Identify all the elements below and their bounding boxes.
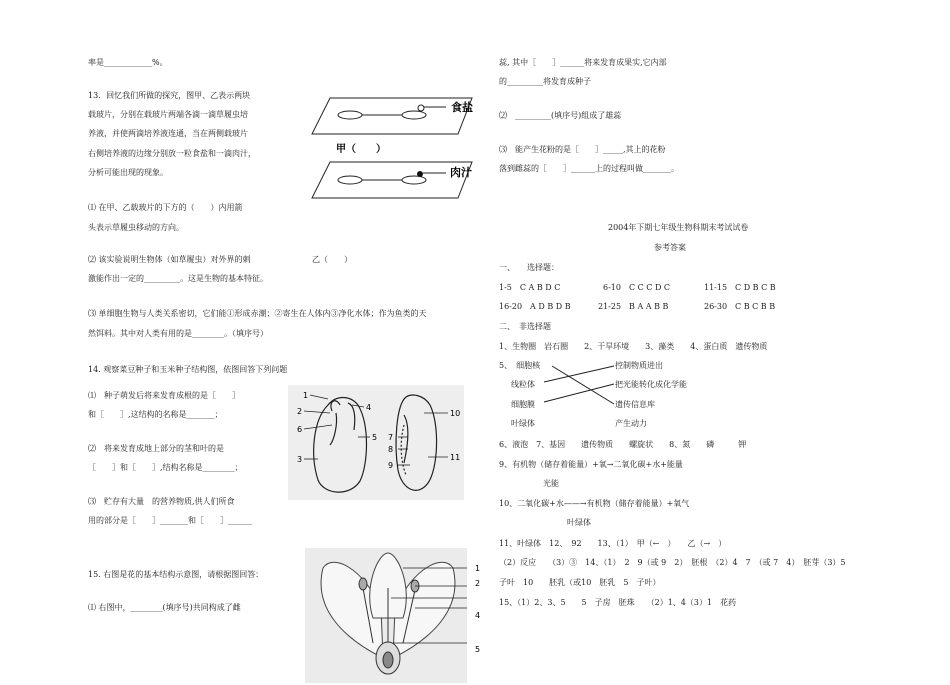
- salt-label: 食盐: [451, 101, 473, 114]
- q13-line-4: 右侧培养液的边缘分别放一粒食盐和一滴肉汁，: [88, 149, 256, 158]
- match-left-3: 细胞膜: [511, 400, 535, 409]
- q13-line-5: 分析可能出现的现象。: [88, 168, 168, 177]
- match-right-3: 遗传信息库: [615, 400, 655, 409]
- fill-blank-line: 率是____________%。: [88, 58, 168, 67]
- bean-seed: [314, 398, 367, 493]
- slide-jia: [312, 98, 472, 134]
- q13c-line-2: 然饵料。其中对人类有用的是________。（填序号）: [88, 329, 268, 338]
- q13a-line-1: ⑴ 在甲、乙载玻片的下方的（ ）内用箭: [88, 203, 243, 212]
- answer-9: 9、有机物（储存着能量）+氧→二氧化碳+水+能量: [499, 460, 683, 469]
- seed-label-7: 7: [388, 433, 394, 442]
- seed-label-2: 2: [297, 407, 303, 416]
- answer-10-chlorophyll: 叶绿体: [567, 518, 591, 527]
- yi-caption: 乙（ ）: [312, 255, 352, 264]
- q15a-line: ⑴ 右图中，________(填序号)共同构成了雌: [88, 603, 241, 612]
- seed-label-4: 4: [366, 403, 372, 412]
- flower-label-5: 5: [475, 645, 481, 654]
- seed-label-10: 10: [450, 409, 461, 418]
- flower-figure: [303, 548, 483, 683]
- match-right-4: 产生动力: [615, 419, 647, 428]
- q14c-line-1: ⑶ 贮存有大量 的营养物质,供人们所食: [88, 497, 235, 506]
- q13a-line-2: 头表示草履虫移动的方向。: [88, 223, 184, 232]
- match-right-2: 把光能转化成化学能: [615, 380, 687, 389]
- r-line-1: 蕊, 其中［ ］______将来发育成果实,它内部: [499, 58, 667, 67]
- q13-line-3: 养液，并使两滴培养液连通，当在两侧载玻片: [88, 129, 248, 138]
- answer-14-cont: 子叶 10 胚乳（或10 胚乳 5 子叶）: [499, 578, 661, 587]
- jia-label: 甲（ ）: [336, 144, 386, 155]
- seed-label-6: 6: [297, 425, 303, 434]
- match-right-1: 控制物质进出: [615, 361, 663, 370]
- seed-label-8: 8: [388, 445, 394, 454]
- q14a-line-2: 和［ ］,这结构的名称是_______；: [88, 410, 223, 419]
- r-line-5: 落到雌蕊的［ ］______上的过程叫做_______。: [499, 164, 679, 173]
- q13b-line-2: 激能作出一定的_________。这是生物的基本特征。: [88, 274, 268, 283]
- seed-label-3: 3: [297, 455, 303, 464]
- mc-16-20: 16-20 A D B D B: [499, 302, 571, 311]
- broth-label: 肉汁: [450, 166, 472, 179]
- slide-yi: [312, 162, 472, 198]
- mc-21-25: 21-25 B A A B B: [598, 302, 669, 311]
- seed-label-1: 1: [303, 391, 309, 400]
- corn-seed: [396, 395, 437, 490]
- answer-9-light: 光能: [543, 479, 559, 488]
- seed-figure: [288, 385, 464, 500]
- q14a-line-1: ⑴ 种子萌发后将来发育成根的是［ ］: [88, 391, 240, 400]
- match-left-2: 线粒体: [511, 380, 535, 389]
- mc-26-30: 26-30 C B C B B: [704, 302, 776, 311]
- seed-label-9: 9: [388, 461, 394, 470]
- q13b-line-1: ⑵ 该实验说明生物体（如草履虫）对外界的刺: [88, 255, 251, 264]
- match-left-4: 叶绿体: [511, 419, 535, 428]
- section-2-heading: 二、 非选择题: [499, 322, 551, 331]
- q13-line-1: 13．回忆我们所做的探究，图甲、乙表示两块: [88, 91, 251, 100]
- answer-11-13: 11、叶绿体 12、 92 13、（1） 甲（← ） 乙（→ ）: [499, 539, 727, 548]
- q13c-line-1: ⑶ 单细胞生物与人类关系密切，它们能①形成赤潮；②寄生在人体内③净化水体；作为鱼类的天: [88, 309, 427, 318]
- flower-label-2: 2: [475, 579, 481, 588]
- flower-label-1: 1: [475, 564, 481, 573]
- answer-13-14: （2）反应 （3）③ 14、（1） 2 9（或 9 2） 胚根 （2）4 7 （或 7 4） 胚芽（3）5: [499, 558, 846, 567]
- section-1-heading: 一、 选择题：: [499, 263, 559, 272]
- answer-1-4: 1、生物圈 岩石圈 2、干旱环境 3、藻类 4、蛋白质 遗传物质: [499, 342, 768, 351]
- match-left-1: 5、 细胞核: [499, 361, 541, 370]
- answer-15: 15、（1）2、3、5 5 子房 胚珠 （2）1、4（3）1 花药: [499, 598, 737, 607]
- r-line-2: 的_________将发育成种子: [499, 77, 591, 86]
- answer-subtitle: 参考答案: [654, 243, 686, 252]
- answer-10: 10、二氧化碳+水——→有机物（储存着能量）+氧气: [499, 499, 690, 508]
- q14b-line-1: ⑵ 将来发育成地上部分的茎和叶的是: [88, 444, 224, 453]
- mc-1-5: 1-5 C A B D C: [499, 283, 561, 292]
- mc-11-15: 11-15 C D B C B: [704, 283, 776, 292]
- flower-label-4: 4: [475, 611, 481, 620]
- answer-6-8: 6、液泡 7、基因 遗传物质 螺旋状 8、氮 磷 钾: [499, 440, 747, 449]
- q15-title: 15. 右图是花的基本结构示意图，请根据图回答：: [88, 570, 264, 579]
- q14b-line-2: ［ ］和［ ］,结构名称是________；: [88, 463, 243, 472]
- seed-label-11: 11: [450, 453, 461, 462]
- r-line-3: ⑵ _________(填序号)组成了雄蕊: [499, 111, 622, 120]
- matching-lines: [540, 360, 620, 420]
- mc-6-10: 6-10 C C C D C: [603, 283, 671, 292]
- q14-title: 14. 观察菜豆种子和玉米种子结构图，依图回答下列问题: [88, 365, 288, 374]
- seed-label-5: 5: [372, 433, 378, 442]
- q13-line-2: 载玻片，分别在载玻片两端各滴一滴草履虫培: [88, 110, 248, 119]
- slides-figure: [306, 92, 486, 202]
- r-line-4: ⑶ 能产生花粉的是［ ］_____,其上的花粉: [499, 145, 666, 154]
- answer-title: 2004年下期七年级生物科期末考试试卷: [608, 223, 749, 232]
- q14c-line-2: 用的部分是［ ］_______和［ ］______: [88, 516, 252, 525]
